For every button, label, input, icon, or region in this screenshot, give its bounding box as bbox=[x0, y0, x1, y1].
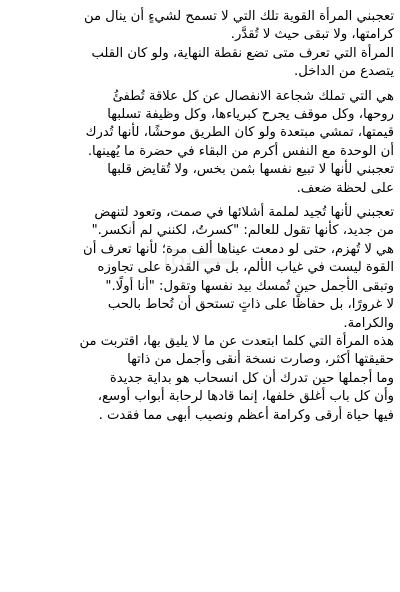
camera-watermark-icon bbox=[160, 244, 240, 280]
paragraph-1: تعجبني المرأة القوية تلك التي لا تسمح لشيءٍ أن ينال من كرامتها، ولا تبقى حيث لا تُقدَّر. bbox=[83, 9, 394, 43]
paragraph-3: هي التي تملك شجاعة الانفصال عن كل علاقة تُطفئُ روحها، وكل موقف يجرح كبرياءها، وكل وظيفة تسلبها قيمتها، تمشي مبتعدة ولو كان الطريق موحشًا، لأنها تُدرك أن الوحدة مع النفس أكرم من البقاء في حضرة ما يُهينها. تعجبني لأنها لا تبيع نفسها بثمن بخس، ولا تُقايض قلبها على لحظة ضعف. bbox=[85, 88, 394, 196]
article-text bbox=[6, 8, 394, 425]
paragraph-5: هذه المرأة التي كلما ابتعدت عن ما لا يليق بها، اقتربت من حقيقتها أكثر، وصارت نسخة أنقى وأجمل من ذاتها وما أجملها حين تدرك أن كل انسحاب هو بداية جديدة وأن كل باب أغلق خلفها، إنما قادها لرحابة أبواب أوسع، فيها حياة أرقى وكرامة أعظم ونصيب أبهى مما فقدت . bbox=[79, 333, 394, 423]
paragraph-4: تعجبني لأنها تُجيد لملمة أشلائها في صمت، وتعود لتنهض من جديد، كأنها تقول للعالم: "كسرتُ، لكنني لم أنكسر." هي لا تُهزم، حتى لو دمعت عيناها ألف لأنها تعرف أن القوة ليست في غياب الألم، بل في القدرة على تجاوزه وتبقى الأجمل حين تُمسك بيد نفسها وتقول: "أنا أولًا." لا غرورًا، بل حفاظًا على ذاتٍ تستحق أن تُحاط بالحب والكرامة. bbox=[83, 205, 394, 331]
paragraph-2: المرأة التي تعرف متى تضع نقطة النهاية، ولو كان القلب يتصدع من الداخل. bbox=[91, 45, 394, 80]
